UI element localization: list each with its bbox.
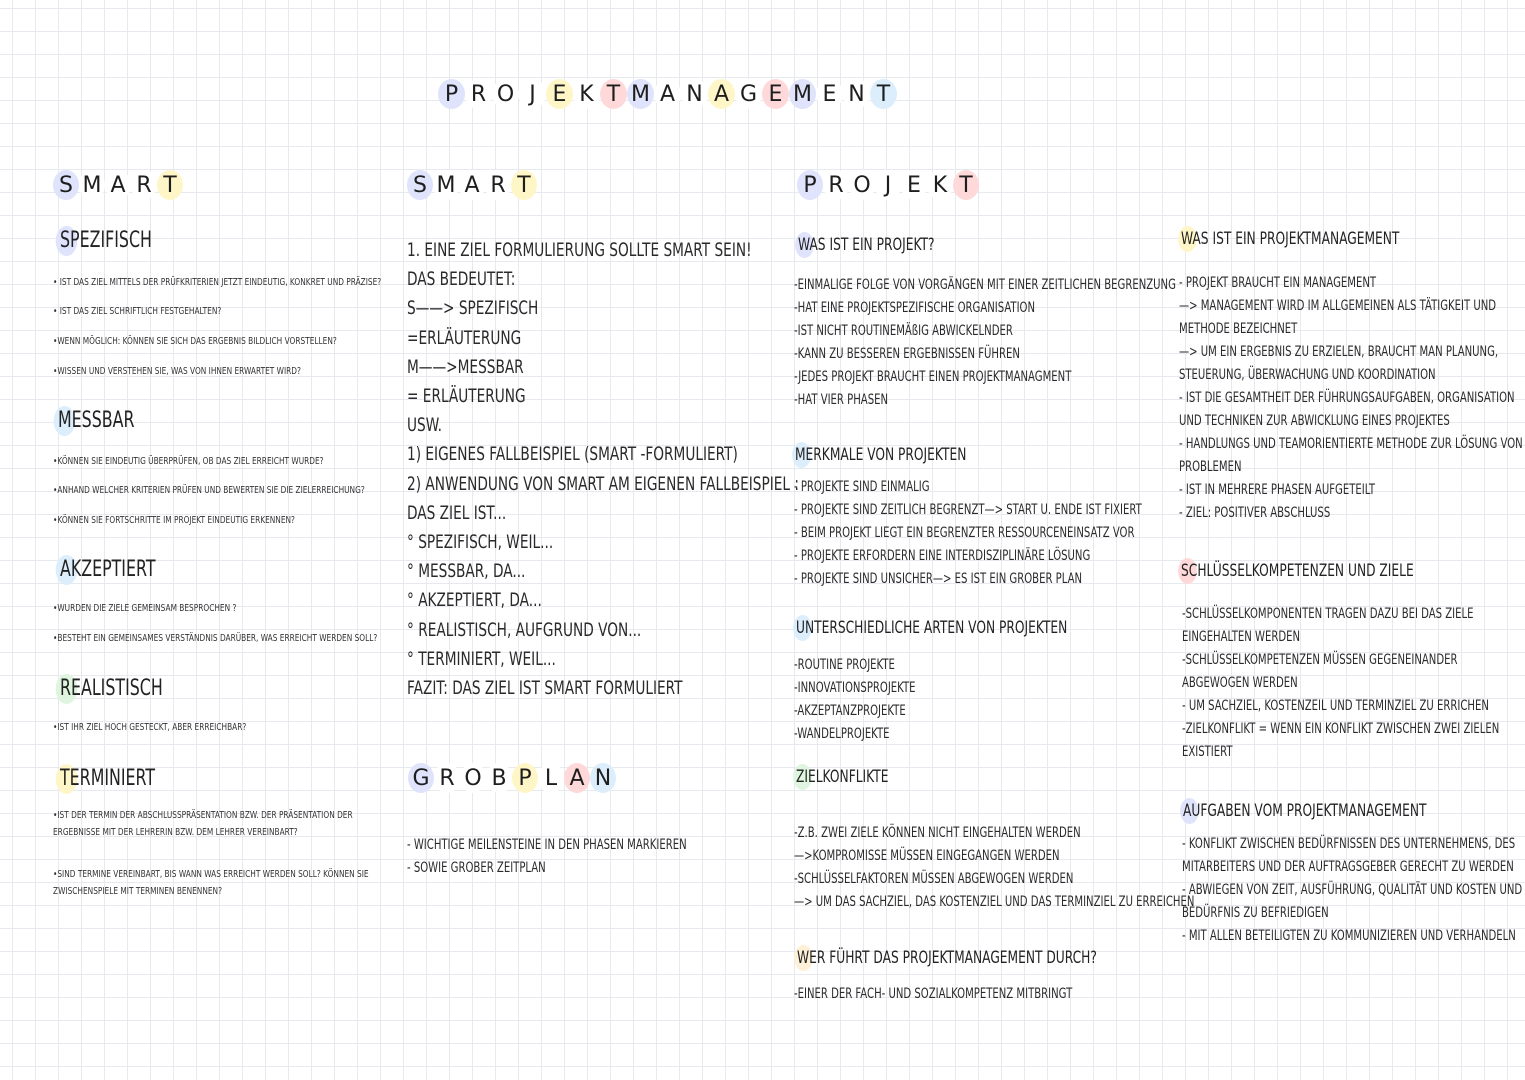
list-item: ° TERMINIERT, WEIL... [407,647,556,670]
heading-text: WER FÜHRT DAS PROJEKTMANAGEMENT DURCH? [797,948,1097,968]
wer-list [794,983,1072,1006]
list-item: •WURDEN DIE ZIELE GEMEINSAM BESPROCHEN ? [53,603,237,614]
list-item: - UM SACHZIEL, KOSTENZEIL UND TERMINZIEL ZU ERRICHEN [1182,698,1489,714]
list-item: - KONFLIKT ZWISCHEN BEDÜRFNISSEN DES UNTERNEHMENS, DES [1182,836,1516,852]
list-item: =ERLÄUTERUNG [407,326,522,349]
heading-text: SPEZIFISCH [60,228,152,253]
heading-text: AUFGABEN VOM PROJEKTMANAGEMENT [1183,801,1427,821]
list-item: - ABWIEGEN VON ZEIT, AUSFÜHRUNG, QUALITÄT UND KOSTEN UND [1182,882,1523,898]
list-item: EINGEHALTEN WERDEN [1182,629,1301,645]
zielkonflikte-list [794,822,1194,914]
header-letter: R [465,79,492,109]
list-item: -ZIELKONFLIKT = WENN EIN KONFLIKT ZWISCHEN ZWEI ZIELEN [1182,721,1500,737]
list-item: S——> SPEZIFISCH [407,297,539,320]
list-item: USW. [407,414,443,437]
header-letter: B [486,763,512,793]
header-letter: R [434,763,460,793]
header-letter: E [762,79,789,109]
header-letter: P [797,170,823,200]
list-item: - WICHTIGE MEILENSTEINE IN DEN PHASEN MARKIEREN [407,837,687,853]
aufgaben-list [1182,833,1522,948]
list-item: EXISTIERT [1182,744,1233,760]
list-item: -WANDELPROJEKTE [794,726,890,742]
heading-merkmale [795,445,966,465]
list-item: DAS ZIEL IST... [407,501,507,524]
header-letter: S [407,170,433,200]
list-item: -HAT VIER PHASEN [794,392,889,408]
header-letter: M [627,79,654,109]
heading-text: ZIELKONFLIKTE [796,767,889,787]
list-item: - MIT ALLEN BETEILIGTEN ZU KOMMUNIZIEREN UND VERHANDELN [1182,928,1516,944]
header-letter: T [511,170,537,200]
page-title [438,79,897,109]
list-item: —>KOMPROMISSE MÜSSEN EINGEGANGEN WERDEN [794,848,1060,864]
header-letter: G [408,763,434,793]
list-item: •IST IHR ZIEL HOCH GESTECKT, ABER ERREICHBAR? [53,722,247,733]
header-letter: R [823,170,849,200]
grobplan-header [408,763,616,793]
smart-header-middle [407,170,537,200]
list-item: FAZIT: DAS ZIEL IST SMART FORMULIERT [407,677,683,700]
list-item: - HANDLUNGS UND TEAMORIENTIERTE METHODE ZUR LÖSUNG VON [1179,436,1523,452]
list-item: ABGEWOGEN WERDEN [1182,675,1298,691]
list-item: •BESTEHT EIN GEMEINSAMES VERSTÄNDNIS DARÜBER, WAS ERREICHT WERDEN SOLL? [53,633,378,644]
header-letter: A [564,763,590,793]
list-item: -HAT EINE PROJEKTSPEZIFISCHE ORGANISATION [794,300,1036,316]
heading-text: REALISTISCH [60,676,163,701]
heading-terminiert [60,766,155,791]
header-letter: L [538,763,564,793]
header-letter: N [681,79,708,109]
header-letter: T [157,170,183,200]
list-item: PROBLEMEN [1179,459,1242,475]
was-ist-pm-list [1179,272,1523,525]
heading-was-ist-ein-projekt [798,235,935,255]
header-letter: E [816,79,843,109]
header-letter: A [105,170,131,200]
header-letter: P [438,79,465,109]
list-item: •IST DER TERMIN DER ABSCHLUSSPRÄSENTATION BZW. DER PRÄSENTATION DER [53,810,353,821]
list-item: •ANHAND WELCHER KRITERIEN PRÜFEN UND BEWERTEN SIE DIE ZIELERREICHUNG? [53,485,365,496]
list-item: •KÖNNEN SIE EINDEUTIG ÜBERPRÜFEN, OB DAS ZIEL ERREICHT WURDE? [53,456,324,467]
list-item: 1. EINE ZIEL FORMULIERUNG SOLLTE SMART SEIN! [407,239,752,261]
header-letter: M [433,170,459,200]
list-item: ° MESSBAR, DA... [407,560,526,583]
header-letter: K [927,170,953,200]
list-item: -SCHLÜSSELKOMPONENTEN TRAGEN DAZU BEI DAS ZIELE [1182,606,1474,622]
header-letter: J [875,170,901,200]
list-item: - IST IN MEHRERE PHASEN AUFGETEILT [1179,482,1376,498]
list-item: ° AKZEPTIERT, DA... [407,589,542,612]
list-item: —> UM DAS SACHZIEL, DAS KOSTENZIEL UND DAS TERMINZIEL ZU ERREICHEN [794,894,1195,910]
header-letter: P [512,763,538,793]
list-item: •WENN MÖGLICH: KÖNNEN SIE SICH DAS ERGEBNIS BILDLICH VORSTELLEN? [53,336,337,347]
heading-text: WAS IST EIN PROJEKTMANAGEMENT [1181,229,1400,249]
header-letter: R [485,170,511,200]
header-letter: T [953,170,979,200]
list-item: DAS BEDEUTET: [407,268,516,291]
heading-aufgaben [1183,801,1426,821]
list-item: -EINMALIGE FOLGE VON VORGÄNGEN MIT EINER ZEITLICHEN BEGRENZUNG [794,277,1176,293]
list-item: 2) ANWENDUNG VON SMART AM EIGENEN FALLBEISPIEL : [407,472,800,495]
smart-explanation [407,236,799,703]
header-letter: O [492,79,519,109]
list-item: 1) EIGENES FALLBEISPIEL (SMART -FORMULIERT) [407,443,738,466]
list-item: BEDÜRFNIS ZU BEFRIEDIGEN [1182,905,1329,921]
heading-messbar [58,408,135,433]
heading-was-ist-pm [1181,229,1399,249]
smart-header-left [53,170,183,200]
list-item: —> MANAGEMENT WIRD IM ALLGEMEINEN ALS TÄTIGKEIT UND [1179,298,1497,314]
header-letter: T [600,79,627,109]
list-item: -INNOVATIONSPROJEKTE [794,680,916,696]
list-item: - PROJEKTE SIND ZEITLICH BEGRENZT—> START U. ENDE IST FIXIERT [794,502,1142,518]
heading-text: MESSBAR [58,408,135,433]
list-item: —> UM EIN ERGEBNIS ZU ERZIELEN, BRAUCHT MAN PLANUNG, [1179,344,1499,360]
grobplan-list [407,834,687,880]
heading-text: SCHLÜSSELKOMPETENZEN UND ZIELE [1181,561,1414,581]
header-letter: M [789,79,816,109]
header-letter: A [654,79,681,109]
header-letter: O [460,763,486,793]
list-item: UND TECHNIKEN ZUR ABWICKLUNG EINES PROJEKTES [1179,413,1450,429]
heading-text: WAS IST EIN PROJEKT? [798,235,935,255]
heading-text: AKZEPTIERT [60,557,156,582]
list-item: •KÖNNEN SIE FORTSCHRITTE IM PROJEKT EINDEUTIG ERKENNEN? [53,515,295,526]
list-item: -KANN ZU BESSEREN ERGEBNISSEN FÜHREN [794,346,1020,362]
list-item: - PROJEKT BRAUCHT EIN MANAGEMENT [1179,275,1377,291]
list-item: -IST NICHT ROUTINEMÄßIG ABWICKELNDER [794,323,1013,339]
list-item: - ZIEL: POSITIVER ABSCHLUSS [1179,505,1331,521]
header-letter: M [79,170,105,200]
list-item: - BEIM PROJEKT LIEGT EIN BEGRENZTER RESSOURCENEINSATZ VOR [794,525,1135,541]
header-letter: J [519,79,546,109]
list-item: METHODE BEZEICHNET [1179,321,1298,337]
list-item: -SCHLÜSSELKOMPETENZEN MÜSSEN GEGENEINANDER [1182,652,1458,668]
heading-wer [797,948,1097,968]
list-item: ERGEBNISSE MIT DER LEHRERIN BZW. DEM LEHRER VEREINBART? [53,827,298,838]
was-ist-list [794,274,1176,412]
heading-zielkonflikte [796,767,888,787]
list-item: - PROJEKTE SIND EINMALIG [794,479,930,495]
header-letter: A [459,170,485,200]
header-letter: G [735,79,762,109]
heading-arten [796,618,1067,638]
merkmale-list [794,476,1142,591]
heading-spezifisch [60,228,152,253]
schluessel-list [1182,603,1499,764]
list-item: - PROJEKTE ERFORDERN EINE INTERDISZIPLINÄRE LÖSUNG [794,548,1091,564]
list-item: •SIND TERMINE VEREINBART, BIS WANN WAS ERREICHT WERDEN SOLL? KÖNNEN SIE [53,869,369,880]
heading-schluessel [1181,561,1414,581]
list-item: STEUERUNG, ÜBERWACHUNG UND KOORDINATION [1179,367,1436,383]
list-item: ° REALISTISCH, AUFGRUND VON... [407,618,642,641]
list-item: • IST DAS ZIEL MITTELS DER PRÜFKRITERIEN JETZT EINDEUTIG, KONKRET UND PRÄZISE? [53,277,382,288]
list-item: MITARBEITERS UND DER AUFTRAGSGEBER GERECHT ZU WERDEN [1182,859,1514,875]
header-letter: T [870,79,897,109]
header-letter: R [131,170,157,200]
list-item: -Z.B. ZWEI ZIELE KÖNNEN NICHT EINGEHALTEN WERDEN [794,825,1081,841]
list-item: -EINER DER FACH- UND SOZIALKOMPETENZ MITBRINGT [794,986,1073,1002]
projekt-header [797,170,979,200]
header-letter: N [843,79,870,109]
header-letter: N [590,763,616,793]
list-item: ZWISCHENSPIELE MIT TERMINEN BENENNEN? [53,886,222,897]
list-item: - SOWIE GROBER ZEITPLAN [407,860,546,876]
list-item: ° SPEZIFISCH, WEIL... [407,531,554,554]
list-item: - IST DIE GESAMTHEIT DER FÜHRUNGSAUFGABEN, ORGANISATION [1179,390,1515,406]
heading-text: UNTERSCHIEDLICHE ARTEN VON PROJEKTEN [796,618,1068,638]
heading-text: MERKMALE VON PROJEKTEN [795,445,967,465]
heading-realistisch [60,676,163,701]
list-item: = ERLÄUTERUNG [407,385,526,408]
header-letter: K [573,79,600,109]
heading-text: TERMINIERT [60,766,156,791]
list-item: - PROJEKTE SIND UNSICHER—> ES IST EIN GROBER PLAN [794,571,1083,587]
list-item: -AKZEPTANZPROJEKTE [794,703,906,719]
header-letter: O [849,170,875,200]
list-item: •WISSEN UND VERSTEHEN SIE, WAS VON IHNEN ERWARTET WIRD? [53,366,301,377]
list-item: -ROUTINE PROJEKTE [794,657,895,673]
heading-akzeptiert [60,557,156,582]
header-letter: E [546,79,573,109]
list-item: M——>MESSBAR [407,355,524,378]
header-letter: E [901,170,927,200]
list-item: -JEDES PROJEKT BRAUCHT EINEN PROJEKTMANAGMENT [794,369,1072,385]
list-item: -SCHLÜSSELFAKTOREN MÜSSEN ABGEWOGEN WERDEN [794,871,1074,887]
arten-list [794,654,916,746]
header-letter: S [53,170,79,200]
header-letter: A [708,79,735,109]
list-item: • IST DAS ZIEL SCHRIFTLICH FESTGEHALTEN? [53,306,222,317]
